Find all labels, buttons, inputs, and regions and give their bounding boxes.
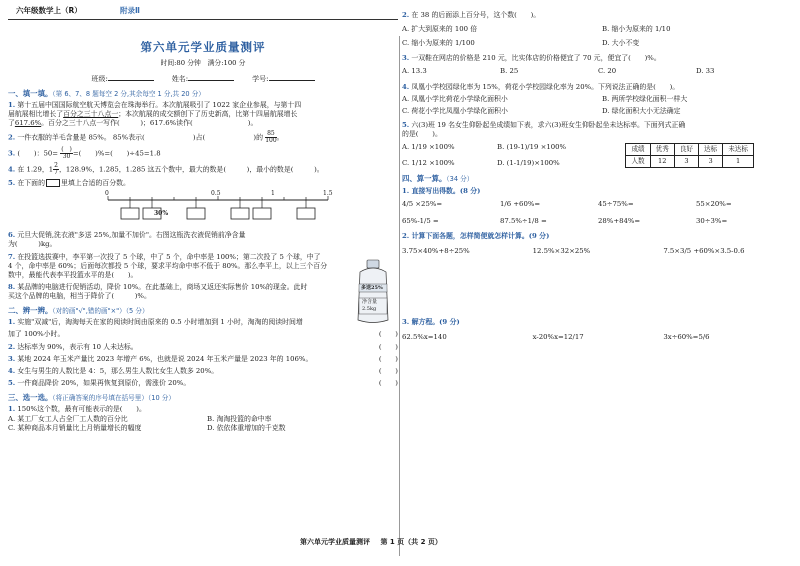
judge-question-1-cont: 加了 100%小时。 ( ) (8, 330, 398, 339)
fill-question-8: 8. 某品牌的电脑进行促销活动，降价 10%。在此基础上，商场又返还实际售价 10%的现金。此时 买这个品牌的电脑，相当于降价了( )%。 (8, 282, 308, 300)
tick-0: 0 (105, 190, 109, 198)
section-judge: 二、辨一辨。（对的画"√",错的画"×"）（5 分） (8, 306, 149, 316)
bottle-net-label: 净含量 (362, 299, 378, 305)
page-footer (300, 538, 450, 547)
option-a: A. 1/19 ×100% (402, 143, 455, 152)
percent-number-line (8, 190, 398, 228)
fill-question-7: 7. 在投篮选拔赛中，李平第一次投了 5 个球，中了 5 个，命中率是 100%；第二次投了 5 个球，中了 4 个，命中率是 60%；后面每次都投 5 个球，要求平均命中率不低于 80%。那么李平上，以上三个百分 数中，最能代表李平投篮水平的是( )。 (8, 252, 328, 279)
option-c: C. 20 (598, 67, 617, 76)
calc-item: 45÷75%= (598, 199, 634, 208)
option-b: B. 淘淘投篮的命中率 (207, 415, 272, 424)
judge-question-2: 2. 达标率为 90%，表示有 10 人未达标。 ( ) (8, 342, 398, 351)
option-b: B. 25 (500, 67, 519, 76)
right-column (402, 8, 794, 342)
section-fill: 一、填一填。（第 6、7、8 题每空 2 分,其余每空 1 分,共 20 分） (8, 88, 205, 98)
calc-item: 1/6 +60%= (500, 199, 541, 208)
option-d: D. 33 (696, 67, 715, 76)
calc-item: 7.5×3/5 +60%×3.5-0.6 (663, 247, 745, 255)
option-d: D. 大小不变 (602, 39, 640, 48)
choose-question-2: 2. 在 38 的后面添上百分号，这个数( )。 A. 扩大到原来的 100 倍 B. 缩小为原来的 1/10 C. 缩小为原来的 1/100 D. 大小不变 (402, 11, 794, 48)
id-label: 学号: (252, 74, 269, 83)
name-label: 姓名: (171, 74, 189, 83)
column-divider (399, 36, 400, 556)
option-d: D. 依依体重增加的千克数 (207, 424, 286, 433)
option-a: A. 扩大到原来的 100 倍 (402, 25, 478, 34)
footer-page: 第 1 页（共 2 页） (380, 538, 442, 546)
fill-question-3: 3. ( )：50= $\frac{( )}{30}$ =( )%=( )÷45=1.8 (8, 146, 161, 161)
tick-1.5: 1.5 (323, 190, 333, 198)
option-b: B. (19-1)/19 ×100% (497, 143, 567, 152)
detergent-bottle-image (354, 258, 392, 326)
judge-question-1: 1. 实施"双减"后，淘淘每天在家的阅读时间由原来的 0.5 小时增加到 1 小时，淘淘的阅读时间增 (8, 318, 303, 327)
option-b: B. 两所学校绿化面积一样大 (602, 94, 688, 103)
calc-item: 55×20%= (696, 199, 732, 208)
calc-part-2: 2. 计算下面各题，怎样简便就怎样计算。(9 分) 3.75×40%+8÷25% 12.5%×32×25% 7.5×3/5 +60%×3.5-0.6 (402, 232, 794, 256)
equation: 3x÷60%=5/6 (663, 333, 710, 342)
option-b: B. 缩小为原来的 1/10 (602, 25, 671, 34)
student-fields (8, 75, 398, 84)
name-field[interactable] (188, 80, 234, 81)
tick-1: 1 (271, 190, 275, 198)
option-c: C. 荷花小学比凤凰小学绿化面积小 (402, 106, 508, 115)
choose-question-4: 4. 凤凰小学校园绿化率为 15%，荷花小学校园绿化率为 20%。下列说法正确的是( )。 A. 凤凰小学比荷花小学绿化面积小 B. 两所学校绿化面积一样大 C. 荷花小学比凤凰小学绿化面积小 D. 绿化面积大小无法确定 (402, 83, 794, 116)
fill-question-6: 6. 元旦大促销,洗衣液"多送 25%,加量不加价"。右图这瓶洗衣液促销前净含量 为( )kg。 (8, 231, 246, 249)
option-a: A. 凤凰小学比荷花小学绿化面积小 (402, 94, 508, 103)
option-d: D. 绿化面积大小无法确定 (602, 106, 681, 115)
option-a: A. 某工厂女工人占全厂工人数的百分比 (8, 415, 128, 424)
calc-item: 30÷3%= (696, 216, 728, 225)
judge-question-5: 5. 一件商品降价 20%，如果再恢复到原价，需涨价 20%。 ( ) (8, 378, 398, 387)
bottle-volume: 2.5kg (362, 306, 377, 312)
grade-label: 六年级数学上（R） (16, 6, 82, 15)
page-title: 第六单元学业质量测评 (140, 40, 266, 54)
calc-item: 87.5%÷1/8 = (500, 216, 547, 225)
judge-question-4: 4. 女生与男生的人数比是 4：5，那么男生人数比女生人数多 20%。 ( ) (8, 366, 398, 375)
equation: 62.5%x=140 (402, 333, 447, 342)
ruler-box-label: 30% (154, 210, 169, 218)
id-field[interactable] (269, 80, 315, 81)
bottle-promo: 多送25% (361, 285, 383, 291)
class-label: 班级: (91, 74, 108, 83)
calc-item: 28%+84%= (598, 216, 641, 225)
option-c: C. 1/12 ×100% (402, 159, 455, 168)
option-d: D. (1-1/19)×100% (497, 159, 560, 168)
class-field[interactable] (108, 80, 154, 81)
footer-unit: 第六单元学业质量测评 (300, 538, 370, 546)
option-c: C. 某种商品本月销量比上月销量增长的幅度 (8, 424, 142, 433)
page-header (8, 4, 398, 18)
choose-question-3: 3. 一双鞋在网店的价格是 210 元，比实体店的价格便宜了 70 元，便宜了( )%。 A. 13.3 B. 25 C. 20 D. 33 (402, 54, 794, 76)
fill-question-4: 4. 在 1.29，1 $\frac{2}{7}$ ，128.9%，1.285，1.285 这五个数中，最大的数是( )，最小的数是( )。 (8, 162, 324, 177)
situp-score-table: 成绩 优秀 良好 达标 未达标 人数 12 3 3 1 (625, 143, 754, 168)
calc-item: 12.5%×32×25% (532, 247, 591, 255)
section-calc: 四、算一算。（34 分） (402, 174, 474, 184)
calc-item: 4/5 ×25%= (402, 199, 443, 208)
exam-meta: 时间:80 分钟 满分:100 分 (160, 59, 246, 68)
left-column (8, 20, 398, 434)
judge-question-3: 3. 某地 2024 年玉米产量比 2023 年增产 6%，也就是说 2024 年玉米产量是 2023 年的 106%。 ( ) (8, 354, 398, 363)
fill-question-1: 1. 第十五届中国国际航空航天博览会在珠海举行。本次航展吸引了 1022 家企业参展，与第十四 届航展相比增长了百分之三十八点一；本次航展的成交额创下了历史新高，比第十四届航展增长 了617.6%。百分之三十八点一写作( )；617.6%读作( )。 (8, 100, 302, 128)
choose-question-5: 5. 六(3)班 19 名女生仰卧起坐成绩如下表，求六(3)班女生仰卧起坐未达标率。下面列式正确 的是( )。 A. 1/19 ×100% B. (19-1)/19 ×100% C. 1/12 ×100% D. (1-1/19)×100% 成绩 优秀 良好 达标 未达标 人数 12 3 3 1 (402, 121, 794, 168)
calc-part-1: 1. 直接写出得数。(8 分) 4/5 ×25%= 1/6 +60%= 45÷75%= 55×20%= 65%-1/5 = 87.5%÷1/8 = 28%+84%= 30÷3%= (402, 187, 794, 226)
option-a: A. 13.3 (402, 67, 427, 76)
calc-item: 3.75×40%+8÷25% (402, 247, 470, 255)
equation: x-20%x=12/17 (532, 333, 584, 342)
appendix-label: 附录Ⅱ (120, 6, 140, 15)
choose-question-1: 1. 150%这个数，最有可能表示的是( )。 A. 某工厂女工人占全厂工人数的百分比 B. 淘淘投篮的命中率 C. 某种商品本月销量比上月销量增长的幅度 D. 依依体重增加的千克数 (8, 405, 398, 433)
calc-part-3: 3. 解方程。(9 分) 62.5%x=140 x-20%x=12/17 3x÷60%=5/6 (402, 318, 794, 342)
section-choose: 三、选一选。（将正确答案的序号填在括号里）（10 分） (8, 392, 175, 402)
tick-0.5: 0.5 (211, 190, 221, 198)
fill-question-5: 5. 在下面的 里填上合适的百分数。 0 0.5 1 1.5 30% (8, 179, 398, 228)
calc-item: 65%-1/5 = (402, 216, 439, 225)
option-c: C. 缩小为原来的 1/100 (402, 39, 475, 48)
fill-question-2: 2. 一件衣服的羊毛含量是 85%。 85%表示( )占( )的 $\frac{85}{100}$ 。 (8, 130, 284, 145)
